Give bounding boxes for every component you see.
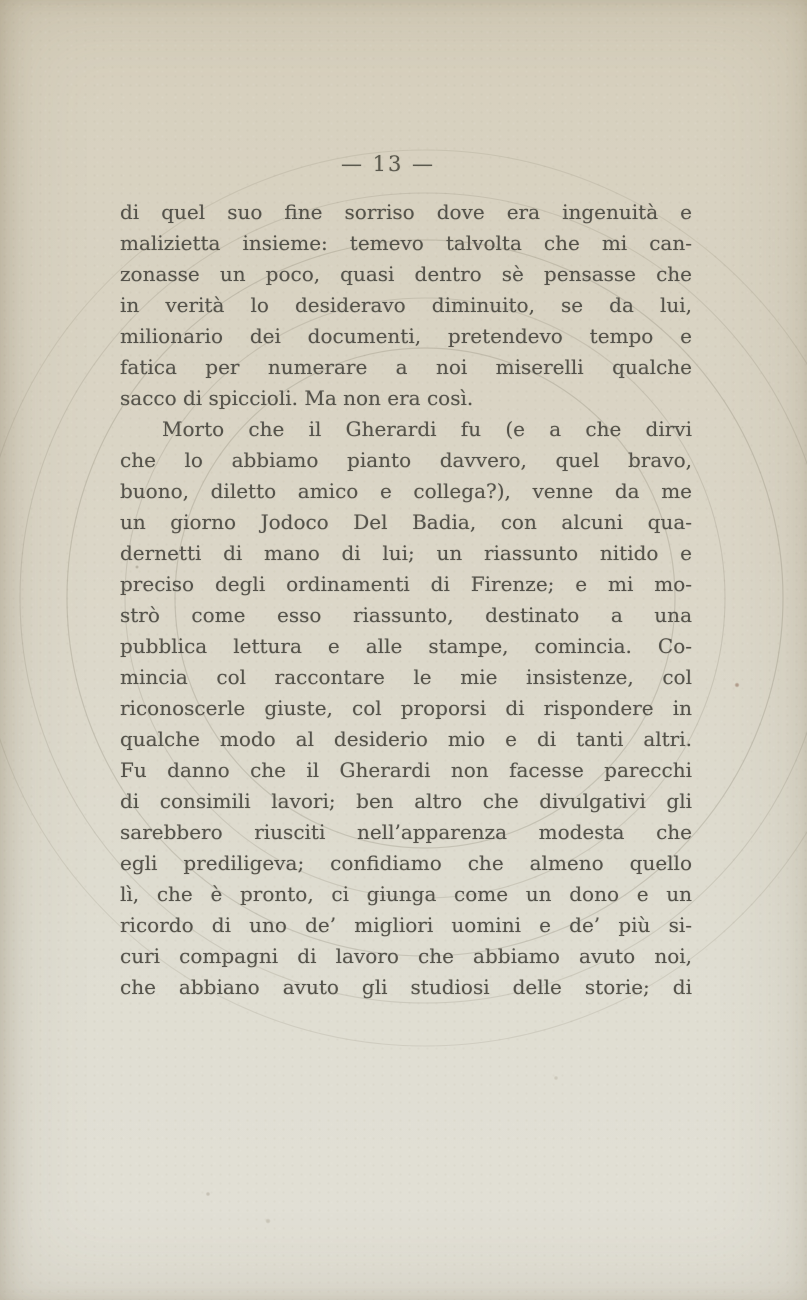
text-line: Fu danno che il Gherardi non facesse parecchi xyxy=(120,758,692,782)
text-line: buono, diletto amico e collega?), venne da me xyxy=(120,479,692,503)
text-line: Morto che il Gherardi fu (e a che dirvi xyxy=(162,417,692,441)
text-line: fatica per numerare a noi miserelli qualche xyxy=(120,355,692,379)
text-line: che abbiano avuto gli studiosi delle storie; di xyxy=(120,975,692,999)
text-line: sacco di spiccioli. Ma non era così. xyxy=(120,386,474,410)
text-line: che lo abbiamo pianto davvero, quel bravo, xyxy=(120,448,692,472)
text-line: di consimili lavori; ben altro che divulgativi gli xyxy=(120,789,692,813)
text-line: lì, che è pronto, ci giunga come un dono e un xyxy=(120,882,692,906)
text-line: in verità lo desideravo diminuito, se da lui, xyxy=(120,293,692,317)
text-line: egli prediligeva; confidiamo che almeno quello xyxy=(120,851,692,875)
text-line: strò come esso riassunto, destinato a una xyxy=(120,603,692,627)
text-line: preciso degli ordinamenti di Firenze; e mi mo- xyxy=(120,572,692,596)
page-number: — 13 — xyxy=(340,152,436,176)
text-line: malizietta insieme: temevo talvolta che mi can- xyxy=(120,231,692,255)
text-line: sarebbero riusciti nell’apparenza modesta che xyxy=(120,820,692,844)
text-line: riconoscerle giuste, col proporsi di rispondere in xyxy=(120,696,692,720)
text-line: di quel suo fine sorriso dove era ingenuità e xyxy=(120,200,692,224)
page-text xyxy=(120,197,692,1003)
text-line: qualche modo al desiderio mio e di tanti altri. xyxy=(120,727,692,751)
text-line: dernetti di mano di lui; un riassunto nitido e xyxy=(120,541,692,565)
text-line: zonasse un poco, quasi dentro sè pensasse che xyxy=(120,262,692,286)
text-line: curi compagni di lavoro che abbiamo avuto noi, xyxy=(120,944,692,968)
text-line: pubblica lettura e alle stampe, comincia. Co- xyxy=(120,634,692,658)
text-line: milionario dei documenti, pretendevo tempo e xyxy=(120,324,692,348)
text-line: un giorno Jodoco Del Badia, con alcuni qua- xyxy=(120,510,692,534)
text-line: ricordo di uno de’ migliori uomini e de’ più si- xyxy=(120,913,692,937)
text-line: mincia col raccontare le mie insistenze, col xyxy=(120,665,692,689)
